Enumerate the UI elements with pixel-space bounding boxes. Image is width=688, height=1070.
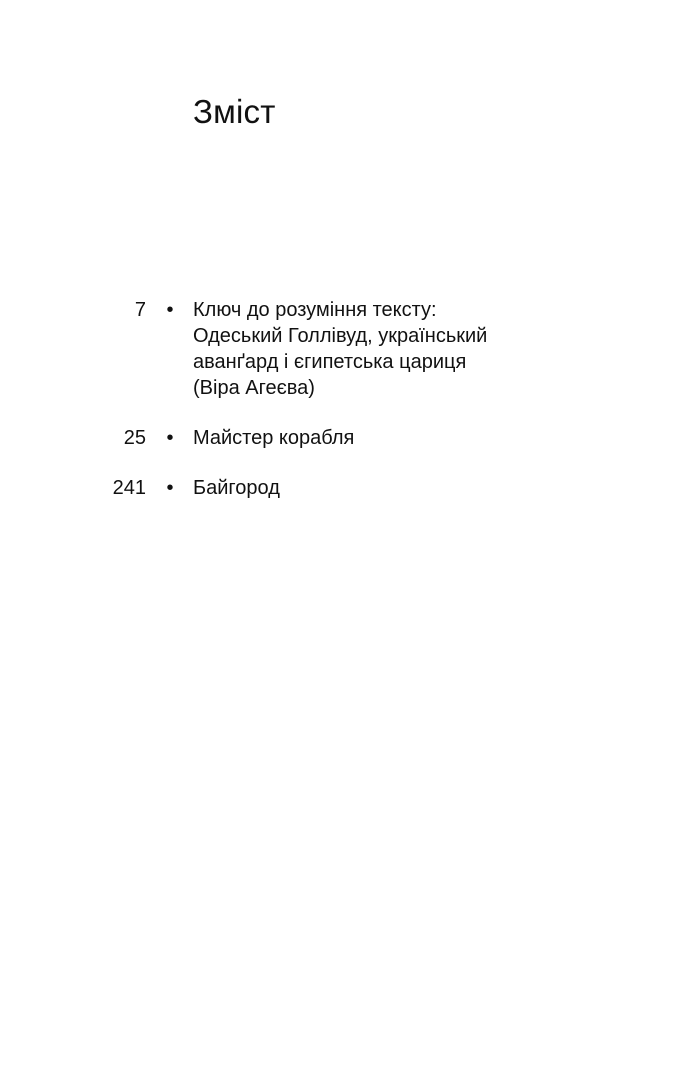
toc-entry <box>0 475 688 501</box>
toc-entry <box>0 425 688 451</box>
toc-entry-title <box>193 475 533 501</box>
toc-page-number: 241 <box>112 477 146 499</box>
toc-page-number: 7 <box>134 299 146 321</box>
bullet-icon: • <box>166 427 174 449</box>
toc-title-line: Ключ до розуміння тексту: <box>193 299 437 321</box>
toc-title-line: Майстер корабля <box>193 427 355 449</box>
toc-page-number: 25 <box>123 427 146 449</box>
toc-title-line: (Віра Агеєва) <box>193 377 315 399</box>
toc-title-line: Байгород <box>193 477 280 499</box>
toc-entry <box>0 297 688 401</box>
bullet-icon: • <box>166 299 174 321</box>
toc-title-line: Одеський Голлівуд, український <box>193 325 488 347</box>
bullet-icon: • <box>166 477 174 499</box>
table-of-contents <box>0 297 688 525</box>
page-title: Зміст <box>193 93 276 130</box>
toc-entry-title <box>193 425 533 451</box>
toc-entry-title <box>193 297 533 401</box>
toc-title-line: аванґард і єгипетська цариця <box>193 351 467 373</box>
